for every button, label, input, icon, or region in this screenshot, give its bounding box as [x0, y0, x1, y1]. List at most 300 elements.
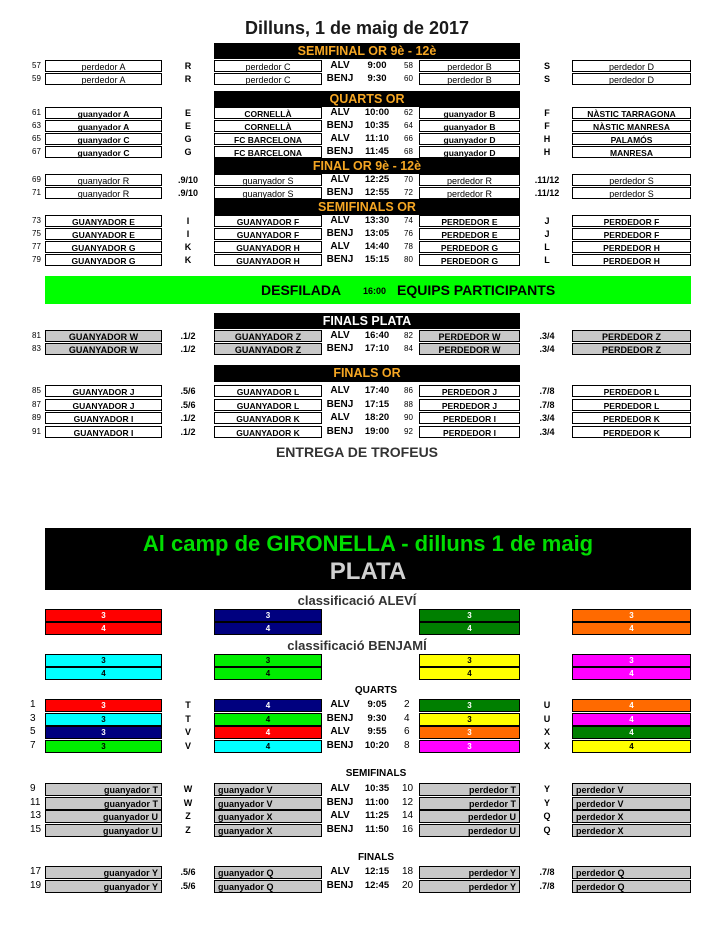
bracket-code: W — [183, 797, 193, 808]
bracket-code-2: .3/4 — [539, 426, 555, 437]
category: BENJ — [326, 823, 354, 835]
match-time: 17:40 — [364, 385, 390, 396]
team-3: perdedor U — [419, 824, 520, 837]
match-number-2: 68 — [404, 147, 413, 156]
match-number-2: 4 — [404, 712, 410, 724]
match-time: 9:30 — [367, 712, 387, 724]
team-3: perdedor Y — [419, 866, 520, 879]
bracket-code: .5/6 — [180, 880, 196, 891]
bracket-code-2: L — [544, 255, 550, 265]
match-row — [0, 330, 714, 343]
team-2: guanyador V — [214, 797, 322, 810]
bracket-code-2: H — [543, 134, 551, 144]
category: BENJ — [326, 228, 354, 239]
bracket-code-2: .7/8 — [539, 867, 555, 877]
bracket-code: .5/6 — [180, 386, 196, 396]
category: ALV — [330, 385, 350, 396]
match-number: 75 — [32, 229, 41, 238]
team-1: perdedor A — [45, 73, 162, 85]
match-time: 9:05 — [367, 699, 387, 710]
team-4: perdedor X — [572, 810, 691, 823]
match-number-2: 74 — [404, 216, 413, 225]
team-1: GUANYADOR I — [45, 426, 162, 438]
quarts-row — [0, 740, 714, 753]
bracket-code-2: X — [543, 727, 550, 737]
category: ALV — [330, 107, 350, 118]
section-final-or-9-12: FINAL OR 9è - 12è — [214, 158, 520, 174]
classification-box-bottom: 4 — [419, 667, 520, 680]
category: BENJ — [326, 425, 354, 437]
match-number-2: 78 — [404, 242, 413, 251]
team-4: 4 — [572, 699, 691, 712]
bracket-code-2: H — [543, 147, 551, 157]
bracket-code-2: F — [544, 108, 550, 118]
team-2: 4 — [214, 713, 322, 726]
team-3: PERDEDOR G — [419, 241, 520, 253]
match-row — [0, 824, 714, 837]
match-time: 10:20 — [364, 739, 390, 751]
match-number: 15 — [30, 823, 42, 835]
team-2: guanyador S — [214, 174, 322, 186]
team-3: PERDEDOR E — [419, 215, 520, 227]
match-number-2: 64 — [404, 121, 413, 130]
bracket-code-2: J — [544, 229, 550, 239]
match-number: 91 — [32, 426, 41, 436]
team-2: CORNELLÀ — [214, 120, 322, 132]
match-time: 11:25 — [365, 810, 389, 821]
match-number: 79 — [32, 255, 41, 264]
match-row — [0, 133, 714, 146]
category: ALV — [330, 866, 350, 877]
classification-box-bottom: 4 — [214, 622, 322, 635]
team-1: perdedor A — [45, 60, 162, 72]
match-number-2: 90 — [404, 413, 413, 422]
team-2: GUANYADOR K — [214, 426, 322, 438]
category: BENJ — [326, 187, 354, 198]
match-row — [0, 215, 714, 228]
match-number: 61 — [32, 108, 41, 117]
team-3: 3 — [419, 699, 520, 712]
team-2: GUANYADOR H — [214, 241, 322, 253]
desfilada-time: 16:00 — [363, 286, 387, 296]
team-1: 3 — [45, 713, 162, 726]
classificacio-benjami: classificació BENJAMÍ — [287, 638, 427, 653]
match-number-2: 86 — [404, 386, 413, 395]
team-1: guanyador T — [45, 797, 162, 810]
team-2: guanyador X — [214, 824, 322, 837]
bracket-code-2: F — [544, 121, 550, 131]
match-number-2: 88 — [404, 399, 413, 409]
team-1: GUANYADOR J — [45, 385, 162, 397]
match-number-2: 72 — [404, 188, 413, 197]
match-number: 65 — [32, 134, 41, 143]
team-1: guanyador T — [45, 783, 162, 796]
team-4: 4 — [572, 713, 691, 726]
match-time: 11:45 — [365, 146, 389, 157]
match-number-2: 60 — [404, 74, 413, 83]
team-3: PERDEDOR J — [419, 385, 520, 397]
team-2: 4 — [214, 740, 322, 753]
match-time: 9:55 — [367, 726, 387, 737]
category: ALV — [330, 726, 350, 737]
team-3: perdedor T — [419, 797, 520, 810]
team-1: guanyador A — [45, 120, 162, 132]
match-number: 69 — [32, 175, 41, 184]
team-3: PERDEDOR W — [419, 330, 520, 342]
team-4: NÀSTIC TARRAGONA — [572, 107, 691, 119]
bracket-code-2: Y — [543, 784, 550, 794]
classification-box-bottom: 4 — [572, 667, 691, 680]
team-1: 3 — [45, 740, 162, 753]
team-4: perdedor X — [572, 824, 691, 837]
bracket-code: .1/2 — [180, 426, 196, 437]
team-4: PERDEDOR L — [572, 399, 691, 411]
bracket-code-2: .7/8 — [539, 880, 555, 891]
category: BENJ — [326, 712, 354, 724]
match-row — [0, 810, 714, 823]
entrega-trofeus: ENTREGA DE TROFEUS — [275, 444, 439, 460]
bracket-code-2: S — [543, 74, 550, 84]
team-2: GUANYADOR H — [214, 254, 322, 266]
team-2: perdedor C — [214, 60, 322, 72]
desfilada-label: DESFILADA — [261, 282, 342, 298]
match-number-2: 80 — [404, 255, 413, 264]
category: ALV — [330, 330, 350, 341]
category: ALV — [330, 215, 350, 226]
team-3: PERDEDOR I — [419, 426, 520, 438]
team-2: FC BARCELONA — [214, 146, 322, 158]
match-number: 9 — [30, 783, 36, 794]
team-1: guanyador C — [45, 133, 162, 145]
match-number-2: 84 — [404, 344, 413, 353]
match-number-2: 92 — [404, 426, 413, 436]
match-time: 17:10 — [364, 343, 390, 354]
classification-box-top: 3 — [214, 609, 322, 622]
match-row — [0, 107, 714, 120]
match-row — [0, 412, 714, 425]
team-1: guanyador U — [45, 824, 162, 837]
section-finals-plata: FINALS PLATA — [214, 313, 520, 329]
match-number: 7 — [30, 739, 36, 751]
category: ALV — [330, 241, 350, 252]
bracket-code-2: U — [543, 700, 551, 710]
team-2: CORNELLÀ — [214, 107, 322, 119]
classification-box-bottom: 4 — [45, 667, 162, 680]
category: BENJ — [326, 120, 354, 131]
bracket-code: Z — [185, 824, 191, 835]
team-1: guanyador A — [45, 107, 162, 119]
team-2: 4 — [214, 726, 322, 739]
team-3: guanyador D — [419, 146, 520, 158]
match-number-2: 6 — [404, 726, 410, 737]
bracket-code-2: .3/4 — [539, 413, 555, 423]
match-time: 10:35 — [364, 783, 390, 794]
gironella-subtitle: PLATA — [329, 558, 407, 585]
team-4: PERDEDOR H — [572, 241, 691, 253]
match-time: 12:25 — [364, 174, 390, 185]
team-3: 3 — [419, 713, 520, 726]
team-4: perdedor V — [572, 797, 691, 810]
bracket-code-2: Q — [543, 824, 551, 835]
bracket-code: .9/10 — [177, 188, 199, 198]
match-number-2: 10 — [402, 783, 414, 794]
match-number: 77 — [32, 242, 41, 251]
team-1: GUANYADOR E — [45, 215, 162, 227]
bracket-code: I — [186, 216, 190, 226]
category: ALV — [330, 412, 350, 423]
classification-box-top: 3 — [45, 654, 162, 667]
team-1: guanyador R — [45, 187, 162, 199]
team-1: GUANYADOR W — [45, 330, 162, 342]
match-row — [0, 174, 714, 187]
team-1: 3 — [45, 726, 162, 739]
bracket-code-2: Y — [543, 797, 550, 808]
bracket-code: Z — [185, 811, 191, 821]
classification-box-bottom: 4 — [214, 667, 322, 680]
match-number: 57 — [32, 61, 41, 70]
match-number-2: 16 — [402, 823, 414, 835]
bracket-code-2: .7/8 — [539, 386, 555, 396]
quarts-row — [0, 713, 714, 726]
bracket-code: T — [185, 700, 191, 710]
bracket-code: R — [184, 61, 192, 71]
match-number: 71 — [32, 188, 41, 197]
match-number-2: 14 — [402, 810, 414, 821]
match-time: 13:05 — [364, 228, 390, 239]
team-2: guanyador Q — [214, 866, 322, 879]
team-2: perdedor C — [214, 73, 322, 85]
bracket-code-2: L — [544, 242, 550, 252]
team-3: perdedor R — [419, 174, 520, 186]
section-semifinals-or: SEMIFINALS OR — [214, 199, 520, 215]
match-row — [0, 783, 714, 796]
team-1: GUANYADOR J — [45, 399, 162, 411]
bracket-code: V — [184, 740, 191, 751]
team-4: PALAMÓS — [572, 133, 691, 145]
bracket-code-2: .3/4 — [539, 331, 555, 341]
team-4: perdedor S — [572, 174, 691, 186]
match-row — [0, 385, 714, 398]
classification-box-top: 3 — [419, 609, 520, 622]
classification-box-top: 3 — [45, 609, 162, 622]
team-4: PERDEDOR K — [572, 426, 691, 438]
match-number-2: 66 — [404, 134, 413, 143]
match-time: 12:55 — [364, 187, 390, 198]
team-4: PERDEDOR L — [572, 385, 691, 397]
match-number: 1 — [30, 699, 36, 710]
match-row — [0, 73, 714, 86]
bracket-code-2: X — [543, 740, 550, 751]
classification-box-top: 3 — [572, 609, 691, 622]
team-4: 4 — [572, 726, 691, 739]
team-1: guanyador Y — [45, 880, 162, 893]
team-2: GUANYADOR L — [214, 399, 322, 411]
bracket-code-2: Q — [543, 811, 551, 821]
bracket-code: K — [184, 255, 192, 265]
category: BENJ — [326, 146, 354, 157]
category: ALV — [330, 174, 350, 185]
bracket-code: E — [184, 108, 191, 118]
match-number: 17 — [30, 866, 42, 877]
bracket-code-2: U — [543, 713, 551, 724]
team-3: PERDEDOR G — [419, 254, 520, 266]
team-4: PERDEDOR F — [572, 215, 691, 227]
match-time: 19:00 — [364, 425, 390, 437]
match-time: 11:10 — [365, 133, 389, 144]
match-number-2: 70 — [404, 175, 413, 184]
team-1: guanyador C — [45, 146, 162, 158]
match-row — [0, 426, 714, 439]
team-1: GUANYADOR E — [45, 228, 162, 240]
classification-box-top: 3 — [419, 654, 520, 667]
quarts-row — [0, 726, 714, 739]
team-3: 3 — [419, 726, 520, 739]
team-4: PERDEDOR Z — [572, 343, 691, 355]
team-1: GUANYADOR I — [45, 412, 162, 424]
team-3: PERDEDOR I — [419, 412, 520, 424]
match-number: 83 — [32, 344, 41, 353]
match-time: 12:15 — [364, 866, 390, 877]
match-number-2: 58 — [404, 61, 413, 70]
team-4: perdedor D — [572, 73, 691, 85]
match-time: 15:15 — [364, 254, 390, 265]
section-finals-or: FINALS OR — [214, 365, 520, 382]
match-number: 85 — [32, 386, 41, 395]
team-1: GUANYADOR W — [45, 343, 162, 355]
match-time: 10:35 — [364, 120, 390, 131]
match-row — [0, 60, 714, 73]
team-3: perdedor T — [419, 783, 520, 796]
match-number: 19 — [30, 879, 42, 891]
category: BENJ — [326, 343, 354, 354]
match-number-2: 76 — [404, 229, 413, 238]
match-number: 89 — [32, 413, 41, 422]
team-3: perdedor U — [419, 810, 520, 823]
match-number: 63 — [32, 121, 41, 130]
team-2: 4 — [214, 699, 322, 712]
bracket-code: .5/6 — [180, 399, 196, 410]
match-row — [0, 866, 714, 879]
match-number-2: 18 — [402, 866, 414, 877]
match-number: 81 — [32, 331, 41, 340]
team-3: perdedor R — [419, 187, 520, 199]
team-4: PERDEDOR K — [572, 412, 691, 424]
match-time: 14:40 — [364, 241, 390, 252]
category: ALV — [330, 783, 350, 794]
bracket-code: G — [184, 147, 192, 157]
match-row — [0, 120, 714, 133]
team-3: guanyador B — [419, 120, 520, 132]
quarts-row — [0, 699, 714, 712]
bracket-code: .1/2 — [180, 344, 196, 354]
match-row — [0, 880, 714, 893]
category: ALV — [330, 60, 350, 71]
team-2: GUANYADOR F — [214, 228, 322, 240]
bracket-code: W — [183, 784, 193, 794]
match-row — [0, 399, 714, 412]
bracket-code-2: .7/8 — [539, 399, 555, 410]
team-4: perdedor D — [572, 60, 691, 72]
bracket-code: .5/6 — [180, 867, 196, 877]
gironella-banner — [45, 528, 691, 590]
match-number: 87 — [32, 399, 41, 409]
team-3: PERDEDOR W — [419, 343, 520, 355]
section-quarts-or: QUARTS OR — [214, 91, 520, 107]
classificacio-alevi: classificació ALEVÍ — [297, 593, 417, 608]
bracket-code: .1/2 — [180, 331, 196, 341]
gironella-title: Al camp de GIRONELLA - dilluns 1 de maig — [142, 531, 594, 556]
match-time: 18:20 — [364, 412, 390, 423]
match-number: 73 — [32, 216, 41, 225]
classification-box-top: 3 — [214, 654, 322, 667]
match-number-2: 2 — [404, 699, 410, 710]
match-number-2: 12 — [402, 796, 414, 808]
bracket-code-2: S — [543, 61, 550, 71]
match-number-2: 82 — [404, 331, 413, 340]
bracket-code: R — [184, 74, 192, 84]
team-4: 4 — [572, 740, 691, 753]
match-number: 3 — [30, 712, 36, 724]
team-2: GUANYADOR L — [214, 385, 322, 397]
team-4: perdedor V — [572, 783, 691, 796]
match-time: 16:40 — [364, 330, 390, 341]
team-4: perdedor S — [572, 187, 691, 199]
team-4: perdedor Q — [572, 880, 691, 893]
team-4: NÀSTIC MANRESA — [572, 120, 691, 132]
bracket-code-2: J — [544, 216, 550, 226]
team-3: perdedor B — [419, 60, 520, 72]
bracket-code-2: .11/12 — [534, 175, 560, 185]
desfilada-participants: EQUIPS PARTICIPANTS — [397, 282, 556, 298]
bracket-code: K — [184, 242, 192, 252]
classification-box-top: 3 — [572, 654, 691, 667]
team-1: guanyador U — [45, 810, 162, 823]
team-1: 3 — [45, 699, 162, 712]
team-4: PERDEDOR H — [572, 254, 691, 266]
category: BENJ — [326, 73, 354, 84]
team-4: PERDEDOR Z — [572, 330, 691, 342]
bracket-code: V — [184, 727, 191, 737]
bracket-code: .1/2 — [180, 413, 196, 423]
category: ALV — [330, 699, 350, 710]
team-4: perdedor Q — [572, 866, 691, 879]
match-number: 11 — [30, 796, 41, 808]
match-time: 9:30 — [367, 73, 387, 84]
page-title: Dilluns, 1 de maig de 2017 — [244, 18, 470, 38]
match-time: 13:30 — [364, 215, 390, 226]
classification-box-bottom: 4 — [419, 622, 520, 635]
match-time: 17:15 — [364, 398, 390, 410]
team-3: perdedor B — [419, 73, 520, 85]
match-number: 59 — [32, 74, 41, 83]
match-number: 5 — [30, 726, 36, 737]
match-time: 10:00 — [364, 107, 390, 118]
match-time: 11:50 — [365, 823, 389, 835]
team-3: PERDEDOR E — [419, 228, 520, 240]
team-1: guanyador R — [45, 174, 162, 186]
finals-heading: FINALS — [357, 852, 395, 863]
bracket-code: G — [184, 134, 192, 144]
match-number: 13 — [30, 810, 42, 821]
bracket-code: E — [184, 121, 191, 131]
team-2: guanyador Q — [214, 880, 322, 893]
team-4: MANRESA — [572, 146, 691, 158]
match-number-2: 20 — [402, 879, 414, 891]
team-2: guanyador S — [214, 187, 322, 199]
quarts-heading: QUARTS — [354, 685, 398, 696]
team-3: PERDEDOR J — [419, 399, 520, 411]
match-row — [0, 797, 714, 810]
